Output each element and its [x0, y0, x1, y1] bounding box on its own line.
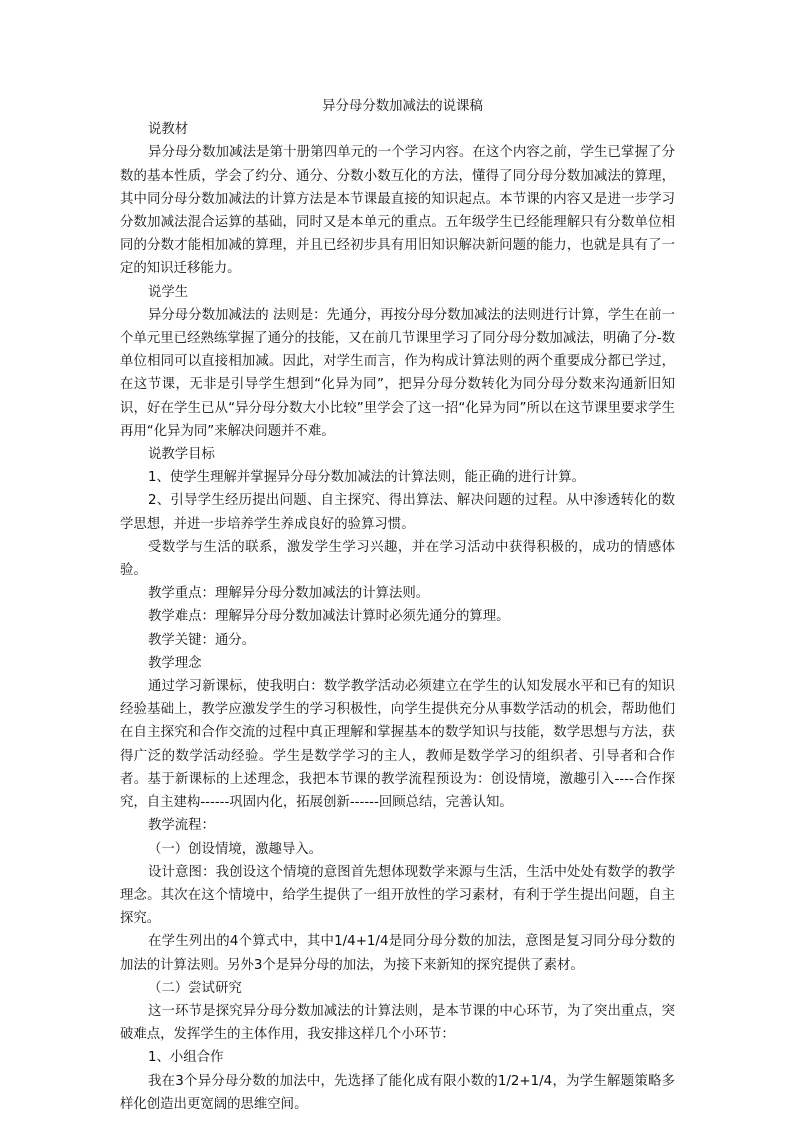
teaching-focus: 教学重点：理解异分母分数加减法的计算法则。 [148, 586, 430, 602]
paragraph-group-cooperation: 我在3个异分母分数的加法中，先选择了能化成有限小数的1/2+1/4，为学生解题策略多样化创造出更宽阔的思维空间。 [120, 1073, 675, 1112]
goal-item-3: 受数学与生活的联系，激发学生学习兴趣，并在学习活动中获得积极的，成功的情感体验。 [120, 539, 675, 579]
paragraph-textbook: 异分母分数加减法是第十册第四单元的一个学习内容。在这个内容之前，学生已掌握了分数的基本性质，学会了约分、通分、分数小数互化的方法，懂得了同分母分数加减法的算理， 其中同分母分数加减法的计算方法是本节课最直接的知识起点。本节课的内容又是进一步学习分数加减法混合运算的基础，同时又是本单元的重点。五年级学生已经能理解只有分数单位相同的分数才能相加减的算理，并且已经初步具有用旧知识解决新问题的能力，也就是具有了一定的知识迁移能力。 [120, 145, 675, 277]
teaching-difficulty: 教学难点：理解异分母分数加减法计算时必须先通分的算理。 [148, 609, 510, 625]
goal-item-1: 1、使学生理解并掌握异分母分数加减法的计算法则，能正确的进行计算。 [148, 470, 586, 486]
paragraph-four-equations: 在学生列出的4个算式中，其中1/4+1/4是同分母分数的加法，意图是复习同分母分数的加法的计算法则。另外3个是异分母的加法，为接下来新知的探究提供了素材。 [120, 934, 675, 973]
process-step-1-heading: （一）创设情境，激趣导入。 [148, 841, 323, 857]
paragraph-students: 异分母分数加减法的 法则是：先通分，再按分母分数加减法的法则进行计算，学生在前一个单元里已经熟练掌握了通分的技能，又在前几节课里学习了同分母分数加减法，明确了分-数单位相同可以直接相加减。因此，对学生而言，作为构成计算法则的两个重要成分都已学过，在这节课，无非是引导学生想到“化异为同”，把异分母分数转化为同分母分数来沟通新旧知识，好在学生已从“异分母分数大小比较”里学会了这一招“化异为同”所以在这节课里要求学生再用“化异为同”来解决问题并不难。 [120, 307, 675, 439]
paragraph-philosophy: 通过学习新课标，使我明白：数学教学活动必须建立在学生的认知发展水平和已有的知识经验基础上，教学应激发学生的学习积极性，向学生提供充分从事数学活动的机会，帮助他们在自主探究和合作交流的过程中真正理解和掌握基本的数学知识与技能，数学思想与方法，获得广泛的数学活动经验。学生是数学学习的主人，教师是数学学习的组织者、引导者和合作者。基于新课标的上述理念，我把本节课的教学流程预设为：创设情境，激趣引入----合作探究，自主建构------巩固内化，拓展创新------回顾总结，完善认知。 [120, 679, 675, 811]
paragraph-explore-rule: 这一环节是探究异分母分数加减法的计算法则，是本节课的中心环节，为了突出重点，突破难点，发挥学生的主体作用，我安排这样几个小环节： [120, 1003, 675, 1043]
section-heading-students: 说学生 [148, 284, 189, 300]
section-heading-philosophy: 教学理念 [148, 655, 202, 671]
goal-item-2: 2、引导学生经历提出问题、自主探究、得出算法、解决问题的过程。从中渗透转化的数学思想，并进一步培养学生养成良好的验算习惯。 [120, 493, 675, 532]
paragraph-design-intent: 设计意图：我创设这个情境的意图首先想体现数学来源与生活，生活中处处有数学的教学理念。其次在这个情境中，给学生提供了一组开放性的学习素材，有利于学生提出问题，自主探究。 [120, 864, 675, 927]
teaching-key: 教学关键：通分。 [148, 632, 256, 648]
section-heading-process: 教学流程： [148, 818, 215, 834]
document-page [120, 95, 675, 1116]
section-heading-goals: 说教学目标 [148, 447, 215, 463]
document-title: 异分母分数加减法的说课稿 [322, 99, 483, 114]
section-heading-textbook: 说教材 [148, 122, 189, 138]
group-cooperation-heading: 1、小组合作 [148, 1050, 224, 1066]
process-step-2-heading: （二）尝试研究 [148, 980, 242, 996]
